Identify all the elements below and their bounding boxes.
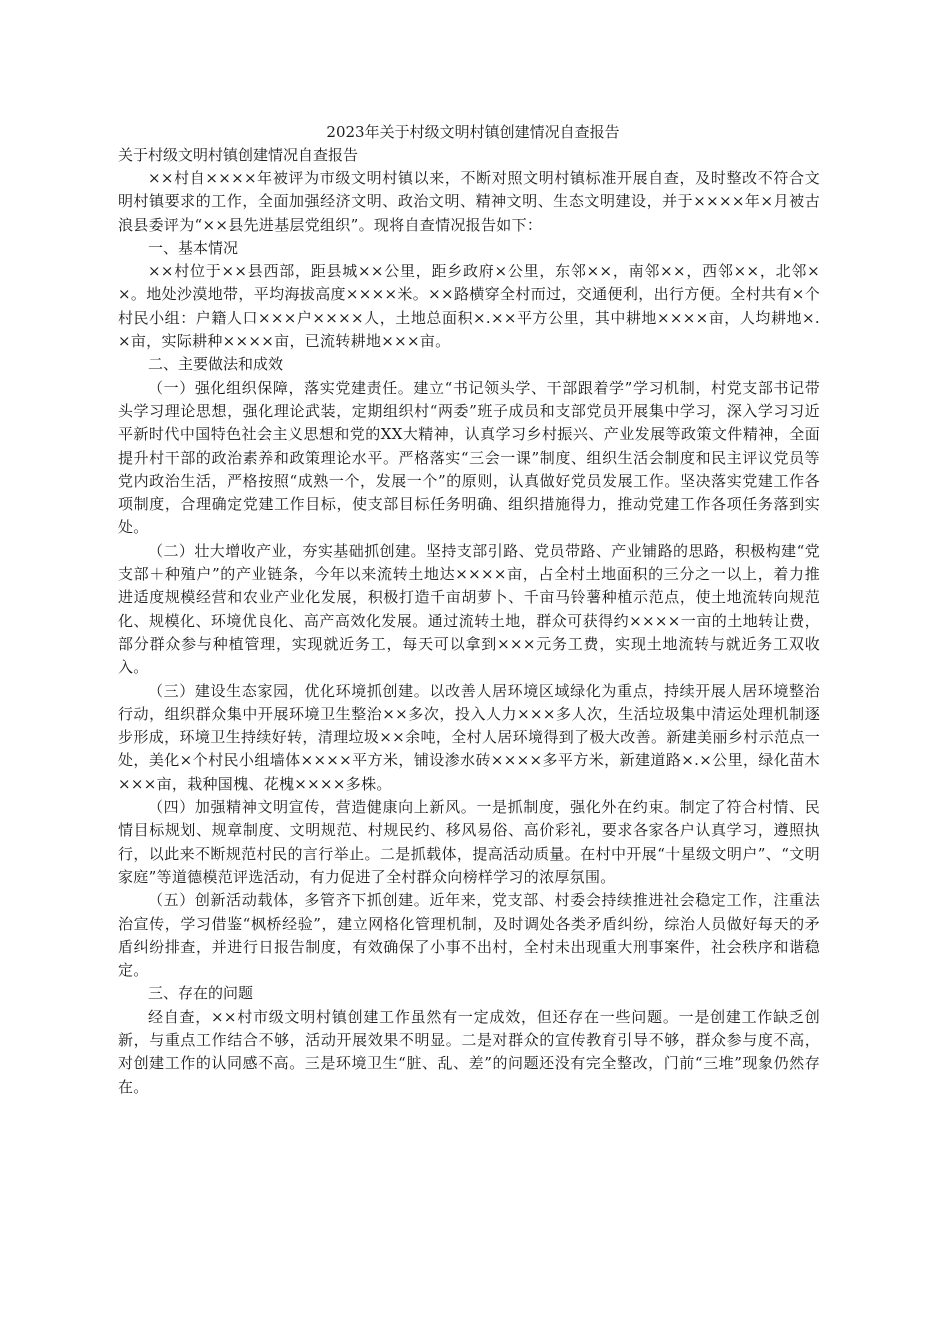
section-heading-basic-info: 一、基本情况: [148, 238, 239, 257]
section-heading-problems: 三、存在的问题: [148, 984, 254, 1003]
document-page: [118, 120, 820, 1099]
document-title: 2023年关于村级文明村镇创建情况自查报告: [326, 123, 620, 141]
problems-paragraph: 经自查，××村市级文明村镇创建工作虽然有一定成效，但还存在一些问题。一是创建工作缺乏创新，与重点工作结合不够，活动开展效果不明显。二是对群众的宣传教育引导不够，群众参与度不高，对创建工作的认同感不高。三是环境卫生“脏、乱、差”的问题还没有完全整改，门前“三堆”现象仍然存在。: [118, 1007, 820, 1096]
section-heading-main-measures: 二、主要做法和成效: [148, 355, 284, 374]
measures-paragraph-5: （五）创新活动载体，多管齐下抓创建。近年来，党支部、村委会持续推进社会稳定工作，注重法治宣传，学习借鉴“枫桥经验”，建立网格化管理机制，及时调处各类矛盾纠纷，综治人员做好每天的矛盾纠纷排查，并进行日报告制度，有效确保了小事不出村，全村未出现重大刑事案件，社会秩序和谐稳定。: [118, 891, 820, 980]
measures-paragraph-2: （二）壮大增收产业，夯实基础抓创建。坚持支部引路、党员带路、产业铺路的思路，积极构建“党支部＋种殖户”的产业链条，今年以来流转土地达××××亩，占全村土地面积的三分之一以上，着力推进适度规模经营和农业产业化发展，积极打造千亩胡萝卜、千亩马铃薯种植示范点，使土地流转向规范化、规模化、环境优良化、高产高效化发展。通过流转土地，群众可获得约××××一亩的土地转让费，部分群众参与种植管理，实现就近务工，每天可以拿到×××元务工费，实现土地流转与就近务工双收入。: [118, 541, 820, 677]
measures-paragraph-1: （一）强化组织保障，落实党建责任。建立“书记领头学、干部跟着学”学习机制，村党支部书记带头学习理论思想，强化理论武装，定期组织村“两委”班子成员和支部党员开展集中学习，深入学习习近平新时代中国特色社会主义思想和党的XX大精神，认真学习乡村振兴、产业发展等政策文件精神，全面提升村干部的政治素养和政策理论水平。严格落实“三会一课”制度、组织生活会制度和民主评议党员等党内政治生活，严格按照“成熟一个，发展一个”的原则，认真做好党员发展工作。坚决落实党建工作各项制度，合理确定党建工作目标，使支部目标任务明确、组织措施得力，推动党建工作各项任务落到实处。: [118, 378, 820, 537]
measures-paragraph-3: （三）建设生态家园，优化环境抓创建。以改善人居环境区域绿化为重点，持续开展人居环境整治行动，组织群众集中开展环境卫生整治××多次，投入人力×××多人次，生活垃圾集中清运处理机制逐步形成，环境卫生持续好转，清理垃圾××余吨，全村人居环境得到了极大改善。新建美丽乡村示范点一处，美化×个村民小组墙体××××平方米，铺设渗水砖××××多平方米，新建道路×.×公里，绿化苗木×××亩，栽种国槐、花槐××××多株。: [118, 681, 820, 793]
measures-paragraph-4: （四）加强精神文明宣传，营造健康向上新风。一是抓制度，强化外在约束。制定了符合村情、民情目标规划、规章制度、文明规范、村规民约、移风易俗、高价彩礼，要求各家各户认真学习，遵照执行，以此来不断规范村民的言行举止。二是抓载体，提高活动质量。在村中开展“十星级文明户”、“文明家庭”等道德模范评选活动，有力促进了全村群众向榜样学习的浓厚氛围。: [118, 798, 820, 886]
basic-info-paragraph: ××村位于××县西部，距县城××公里，距乡政府×公里，东邻××，南邻××，西邻××，北邻××。地处沙漠地带，平均海拔高度××××米。××路横穿全村而过，交通便利，出行方便。全村共有×个村民小组：户籍人口×××户××××人，土地总面积×.××平方公里，其中耕地××××亩，人均耕地×.×亩，实际耕种××××亩，已流转耕地×××亩。: [118, 262, 820, 351]
document-subtitle: 关于村级文明村镇创建情况自查报告: [118, 146, 359, 164]
intro-paragraph: ××村自××××年被评为市级文明村镇以来，不断对照文明村镇标准开展自查，及时整改不符合文明村镇要求的工作，全面加强经济文明、政治文明、精神文明、生态文明建设，并于××××年×月被古浪县委评为“××县先进基层党组织”。现将自查情况报告如下：: [118, 169, 820, 234]
